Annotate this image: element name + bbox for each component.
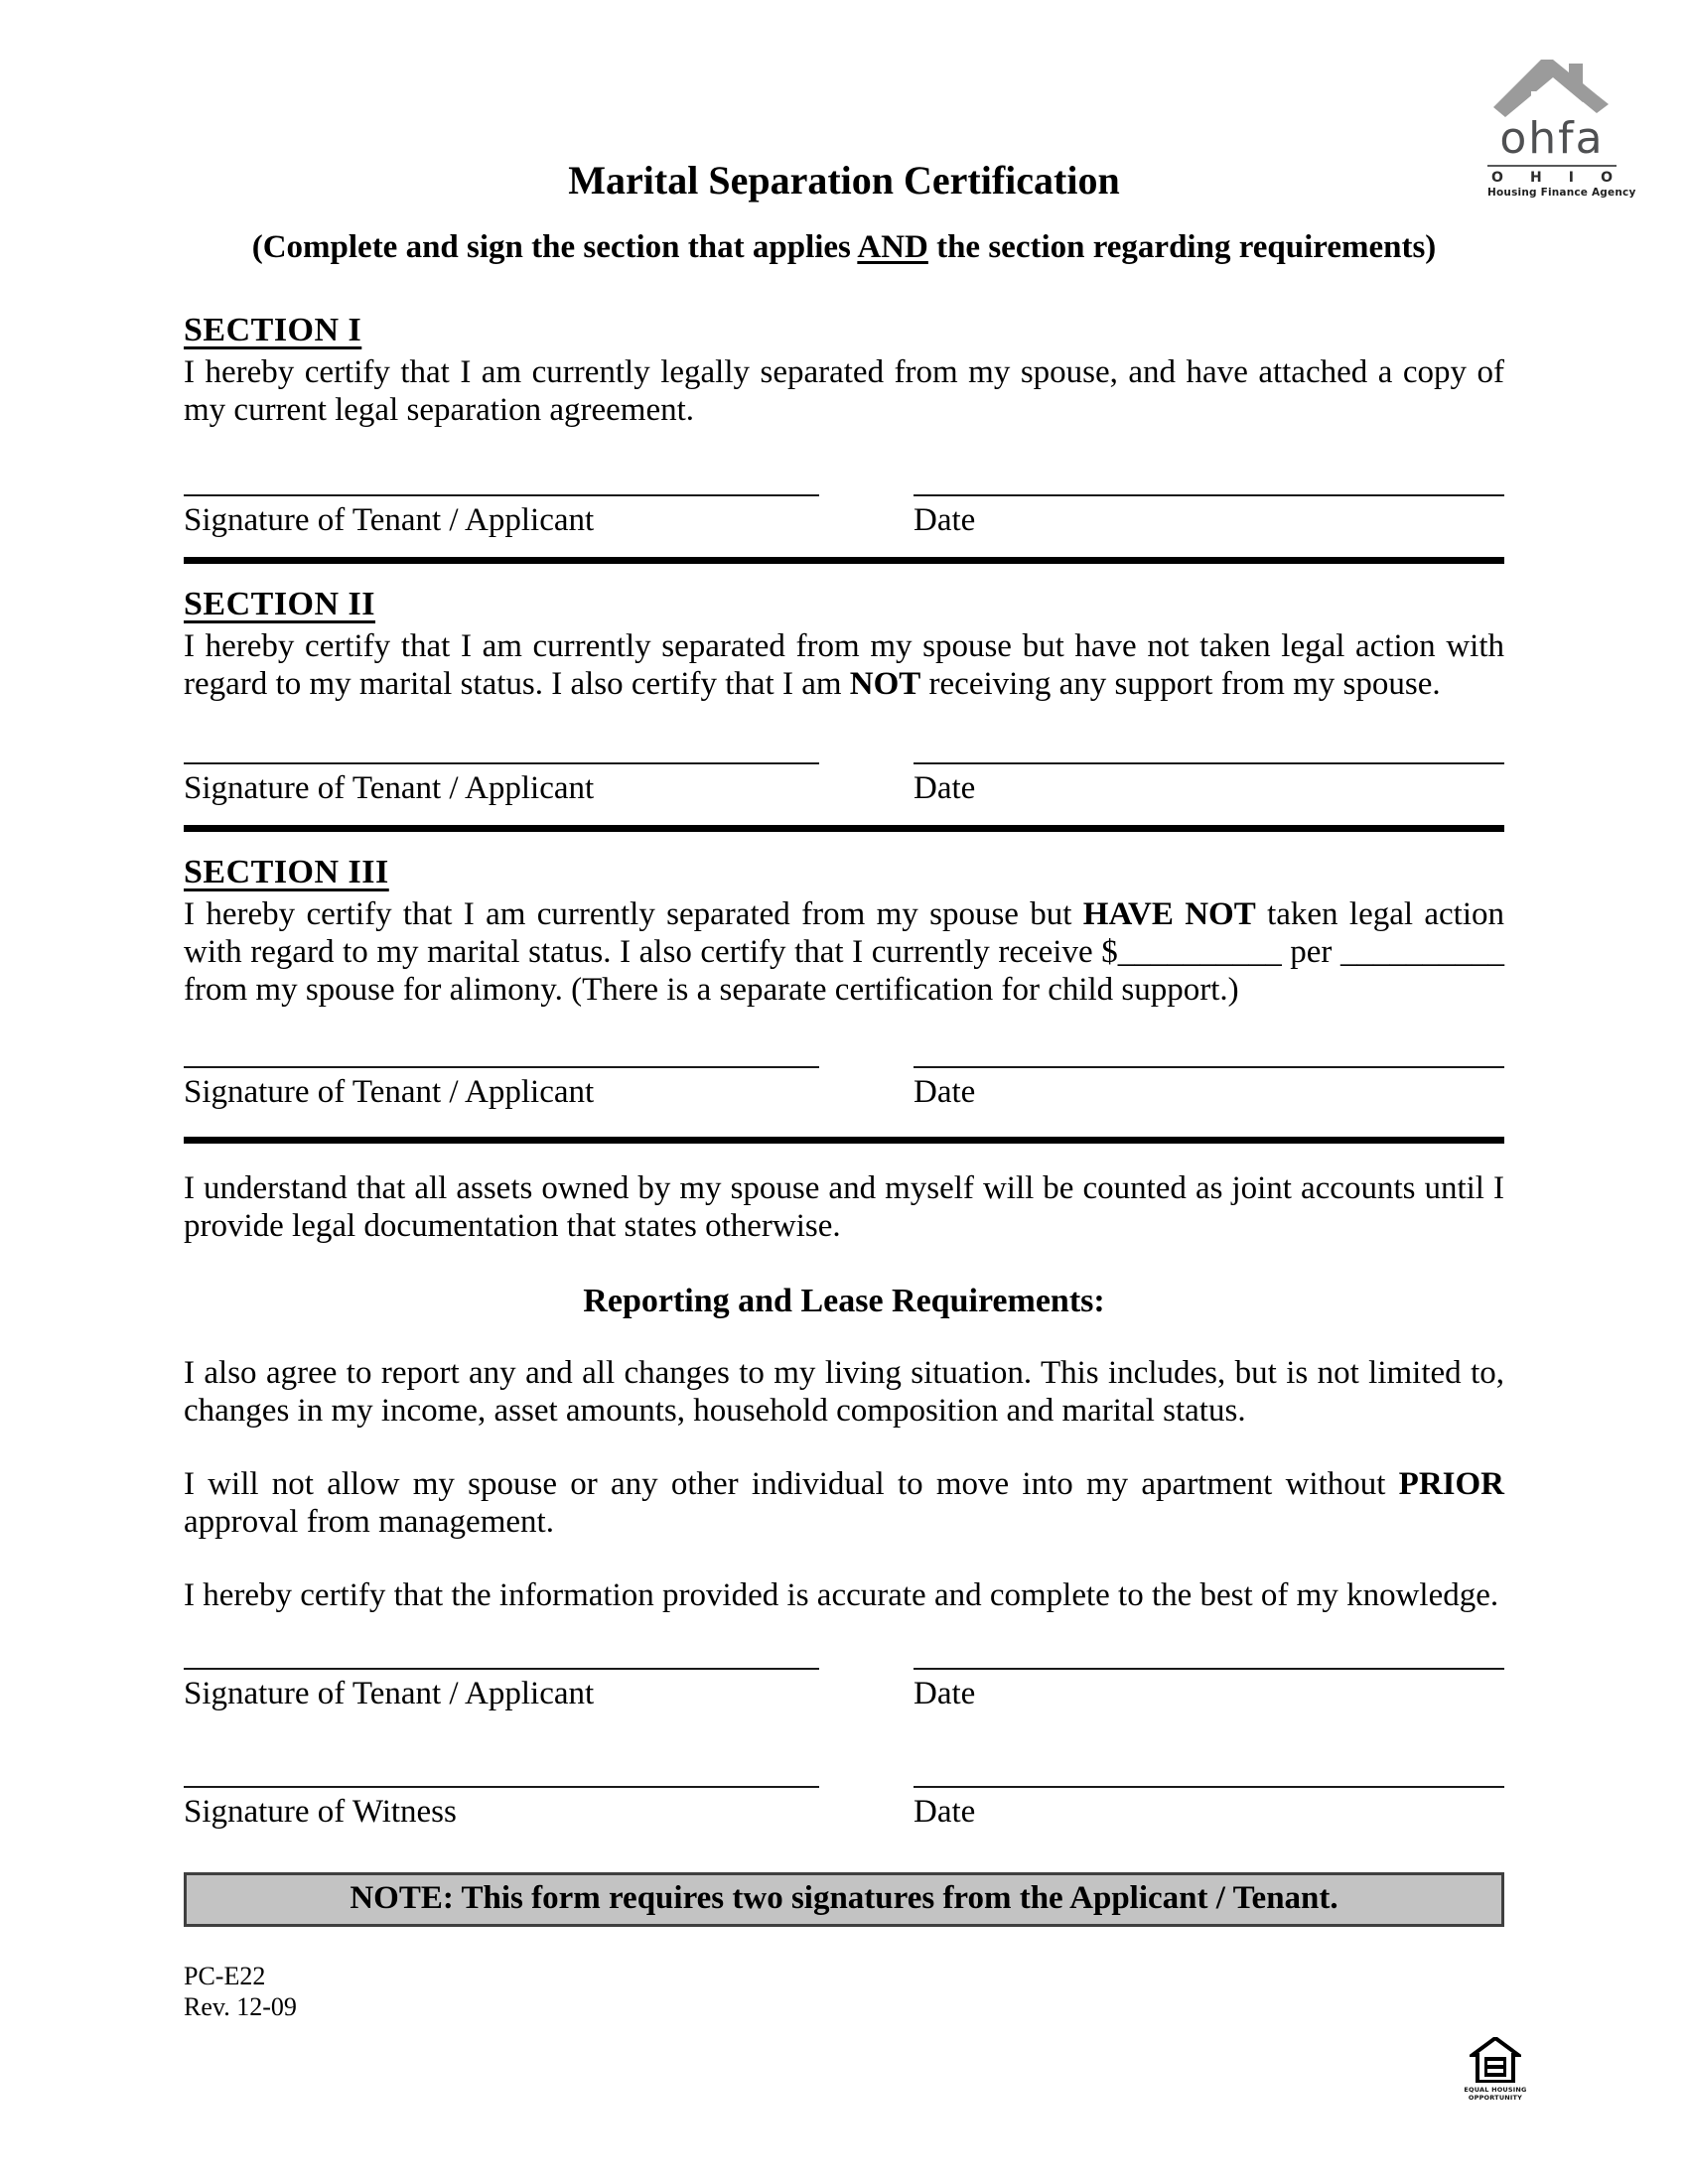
section-2-heading: SECTION II <box>184 586 376 622</box>
move-in-paragraph: I will not allow my spouse or any other individual to move into my apartment without PRIOR approval from management. <box>184 1466 1504 1540</box>
date-field <box>914 494 1504 539</box>
section-divider <box>184 825 1504 832</box>
date-label: Date <box>914 770 976 806</box>
amount-blank-field: __________ <box>1117 934 1282 970</box>
date-field <box>914 762 1504 807</box>
equal-housing-logo <box>1464 2037 1527 2102</box>
logo-state-text: O H I O <box>1491 170 1613 186</box>
joint-assets-statement: I understand that all assets owned by my spouse and myself will be counted as joint accounts until I provide legal documentation that states otherwise. <box>184 1170 1504 1244</box>
tenant-signature-field <box>184 1668 819 1712</box>
tenant-signature-field <box>184 762 819 807</box>
tenant-signature-field <box>184 1066 819 1111</box>
section-1-heading: SECTION I <box>184 312 362 348</box>
have-not-emphasis: HAVE NOT <box>1082 896 1256 932</box>
section-3-text: I hereby certify that I am currently separated from my spouse but HAVE NOT taken legal action with regard to my marital status. I also certify that I currently receive $__________ per __________ from my spouse for alimony. (There is a separate certification for child support.) <box>184 896 1504 1008</box>
equal-housing-house-icon <box>1470 2037 1521 2083</box>
section-2-signature-row <box>184 762 1504 807</box>
form-number: PC-E22 <box>184 1962 266 1990</box>
not-emphasis: NOT <box>849 666 921 702</box>
prior-emphasis: PRIOR <box>1398 1466 1504 1502</box>
equal-housing-text: EQUAL HOUSING OPPORTUNITY <box>1464 2086 1527 2102</box>
form-instructions: (Complete and sign the section that applies AND the section regarding requirements) <box>251 229 1437 265</box>
and-emphasis: AND <box>857 229 928 265</box>
witness-signature-field <box>184 1786 819 1831</box>
tenant-signature-field <box>184 494 819 539</box>
signature-label: Signature of Tenant / Applicant <box>184 770 595 806</box>
section-1-text: I hereby certify that I am currently legally separated from my spouse, and have attached a copy of my current legal separation agreement. <box>184 354 1504 428</box>
date-label: Date <box>914 502 976 538</box>
form-revision: Rev. 12-09 <box>184 1992 297 2021</box>
section-divider <box>184 557 1504 564</box>
signature-label: Signature of Tenant / Applicant <box>184 1676 595 1711</box>
date-field <box>914 1786 1504 1831</box>
signature-label: Signature of Tenant / Applicant <box>184 502 595 538</box>
date-label: Date <box>914 1074 976 1110</box>
logo-divider-line <box>1487 165 1617 167</box>
signature-label: Signature of Tenant / Applicant <box>184 1074 595 1110</box>
date-label: Date <box>914 1676 976 1711</box>
date-field <box>914 1668 1504 1712</box>
date-label: Date <box>914 1794 976 1830</box>
witness-signature-row <box>184 1786 1504 1831</box>
date-field <box>914 1066 1504 1111</box>
form-identifier <box>184 1961 1504 2022</box>
ohfa-logo <box>1487 48 1636 199</box>
signature-label: Signature of Witness <box>184 1794 457 1830</box>
frequency-blank-field: __________ <box>1340 934 1504 970</box>
section-3-signature-row <box>184 1066 1504 1111</box>
final-tenant-signature-row <box>184 1668 1504 1712</box>
page-title: Marital Separation Certification <box>568 158 1120 203</box>
two-signatures-note: NOTE: This form requires two signatures from the Applicant / Tenant. <box>184 1872 1504 1927</box>
section-3-heading: SECTION III <box>184 854 389 890</box>
section-2-text: I hereby certify that I am currently separated from my spouse but have not taken legal action with regard to my marital status. I also certify that I am NOT receiving any support from my spouse. <box>184 628 1504 702</box>
ohfa-roof-icon <box>1491 48 1613 119</box>
section-divider <box>184 1137 1504 1144</box>
accuracy-paragraph: I hereby certify that the information provided is accurate and complete to the best of my knowledge. <box>184 1577 1499 1613</box>
ohfa-brand-text: ohfa <box>1499 113 1605 164</box>
logo-agency-text: Housing Finance Agency <box>1487 187 1636 199</box>
requirements-heading: Reporting and Lease Requirements: <box>583 1283 1105 1319</box>
reporting-paragraph: I also agree to report any and all changes to my living situation. This includes, but is not limited to, changes in my income, asset amounts, household composition and marital status. <box>184 1355 1504 1429</box>
section-1-signature-row <box>184 494 1504 539</box>
